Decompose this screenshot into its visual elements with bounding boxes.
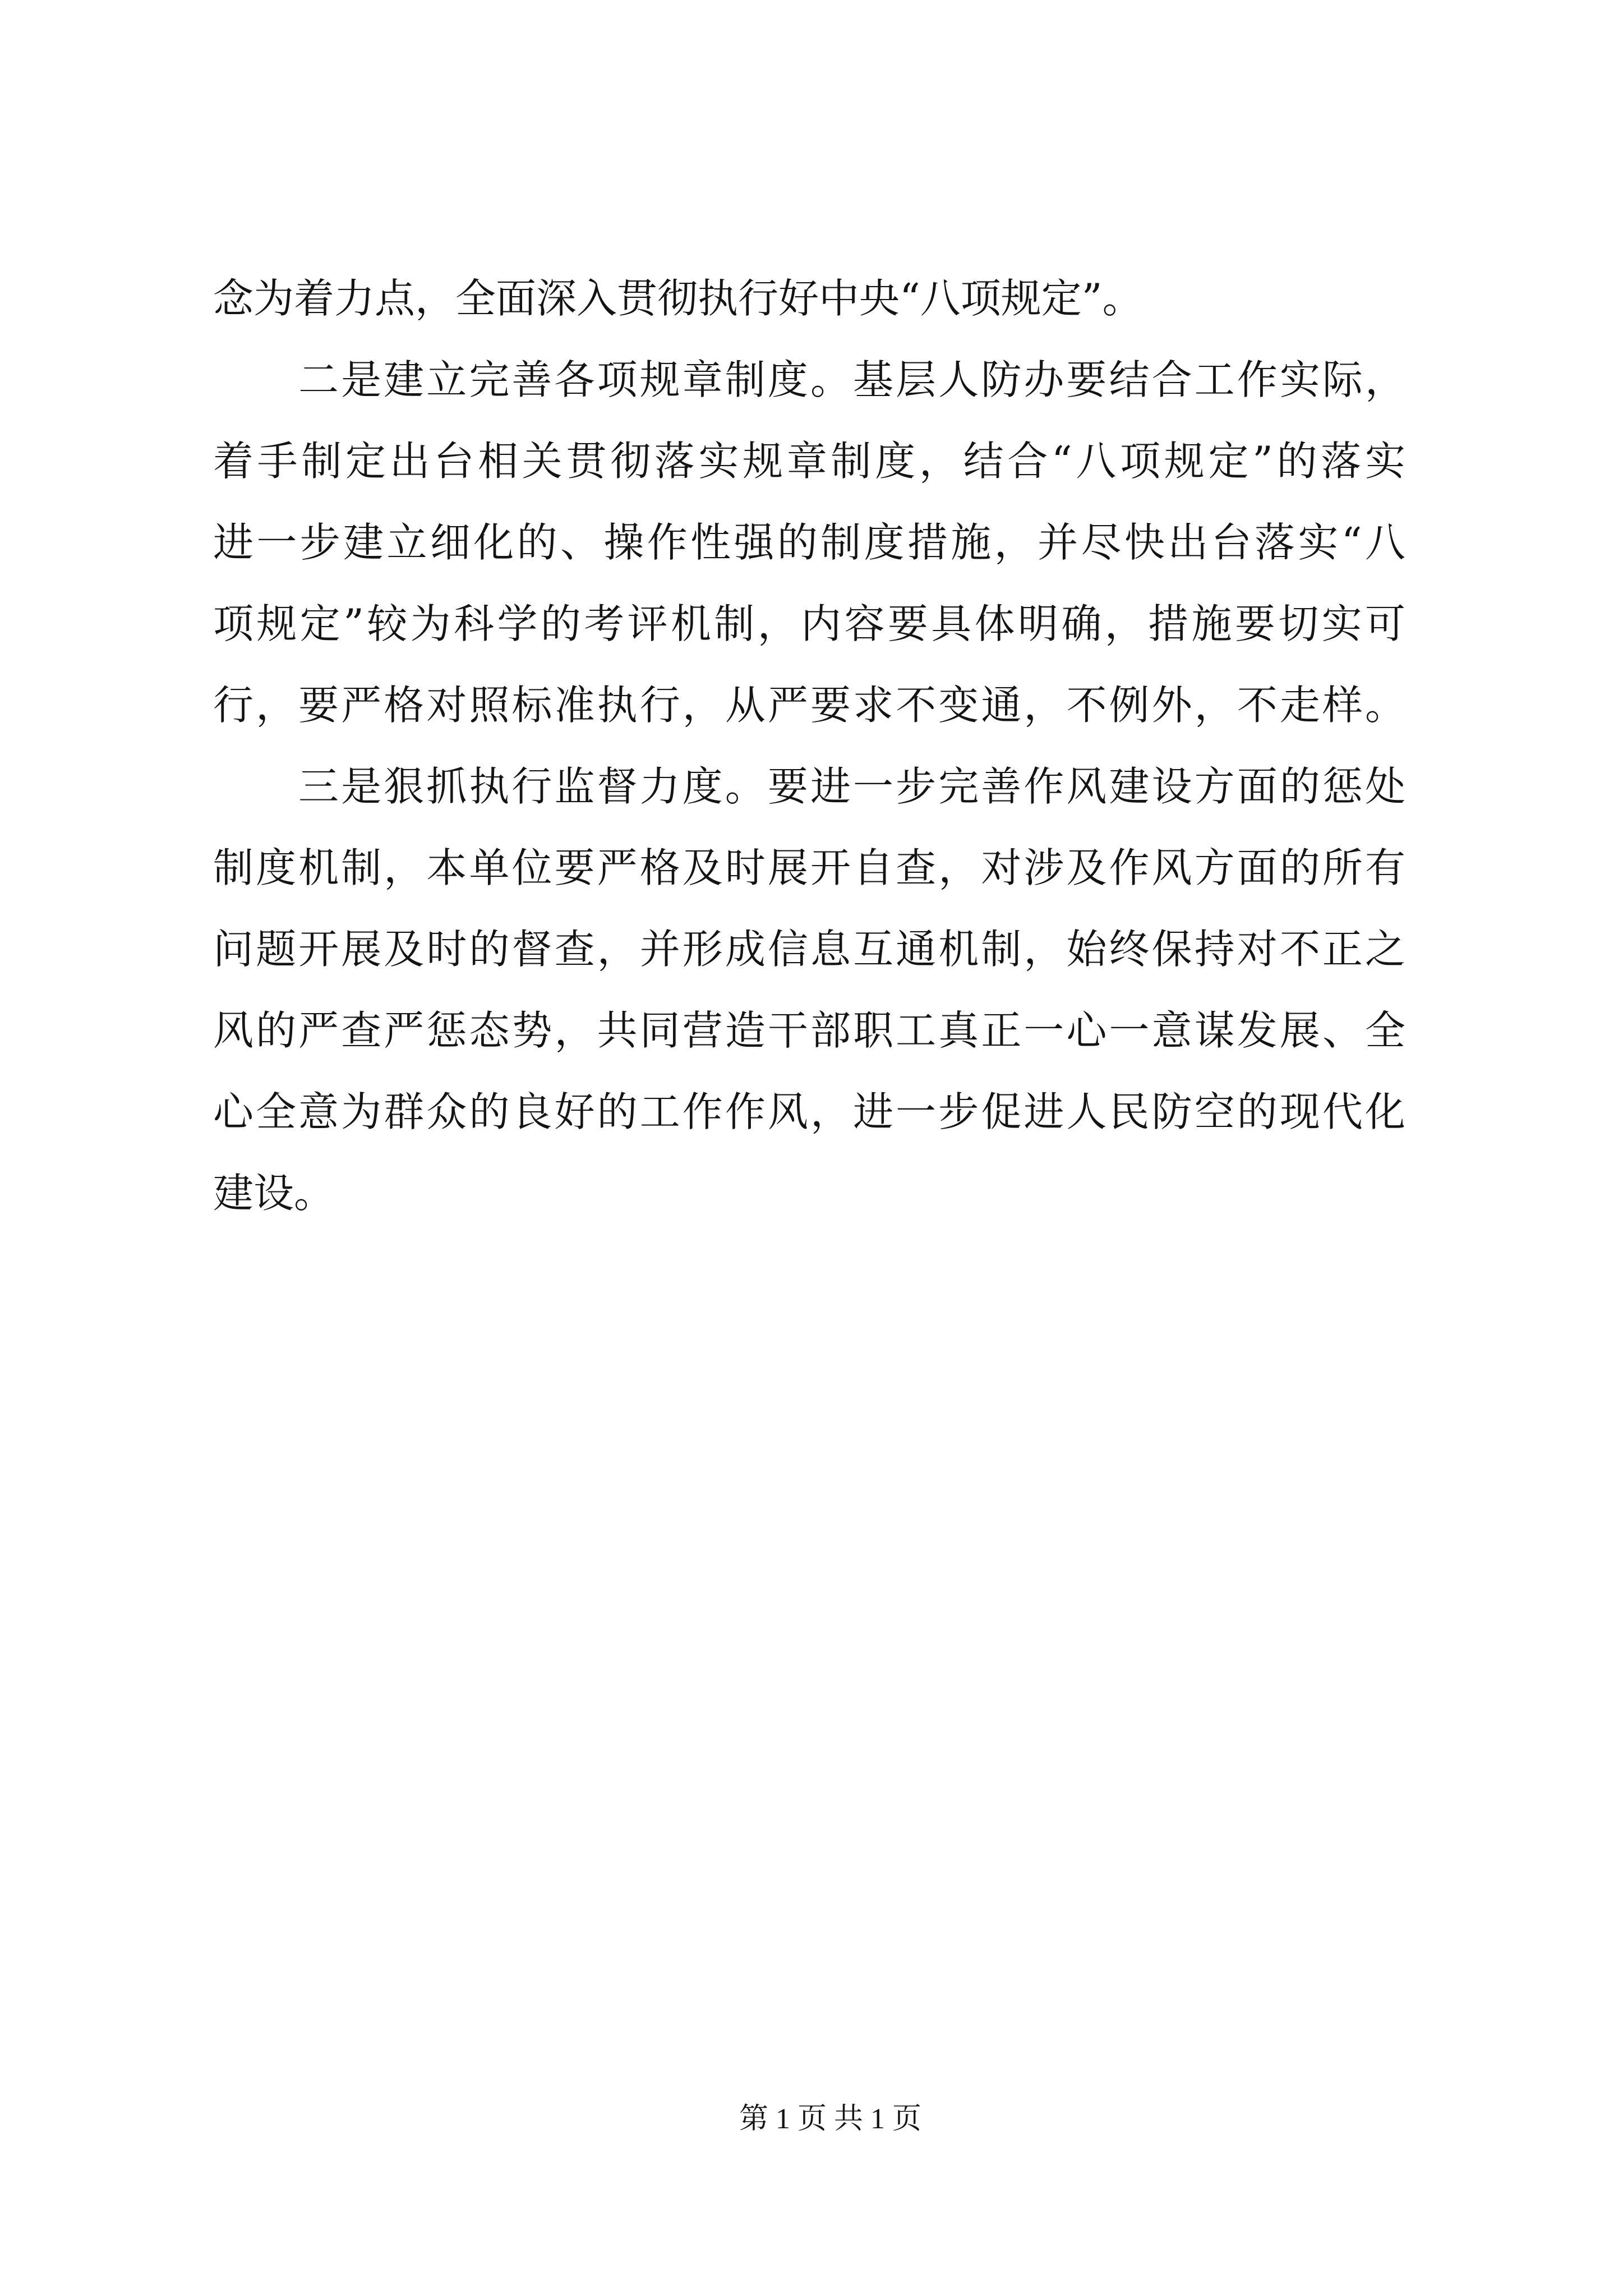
paragraph: [213, 258, 1405, 339]
paragraph: [213, 339, 1405, 746]
body-text: [213, 258, 1405, 1234]
text-line: 二是建立完善各项规章制度。基层人防办要结合工作实际，: [298, 356, 1405, 403]
text-line: 问题开展及时的督查，并形成信息互通机制，始终保持对不正之: [213, 926, 1405, 973]
page-number-footer: 第 1 页 共 1 页: [739, 2103, 922, 2135]
text-line: 项规定”较为科学的考评机制，内容要具体明确，措施要切实可: [213, 600, 1405, 647]
text-line: 三是狠抓执行监督力度。要进一步完善作风建设方面的惩处: [298, 763, 1405, 810]
text-line: 建设。: [213, 1170, 335, 1217]
text-line: 念为着力点，全面深入贯彻执行好中央“八项规定”。: [213, 275, 1143, 322]
text-line: 着手制定出台相关贯彻落实规章制度，结合“八项规定”的落实: [213, 438, 1405, 485]
text-line: 进一步建立细化的、操作性强的制度措施，并尽快出台落实“八: [213, 519, 1405, 566]
text-line: 制度机制，本单位要严格及时展开自查，对涉及作风方面的所有: [213, 844, 1405, 891]
paragraph: [213, 746, 1405, 1234]
text-line: 行，要严格对照标准执行，从严要求不变通，不例外，不走样。: [213, 682, 1405, 729]
text-line: 风的严查严惩态势，共同营造干部职工真正一心一意谋发展、全: [213, 1007, 1405, 1054]
text-line: 心全意为群众的良好的工作作风，进一步促进人民防空的现代化: [213, 1088, 1405, 1135]
